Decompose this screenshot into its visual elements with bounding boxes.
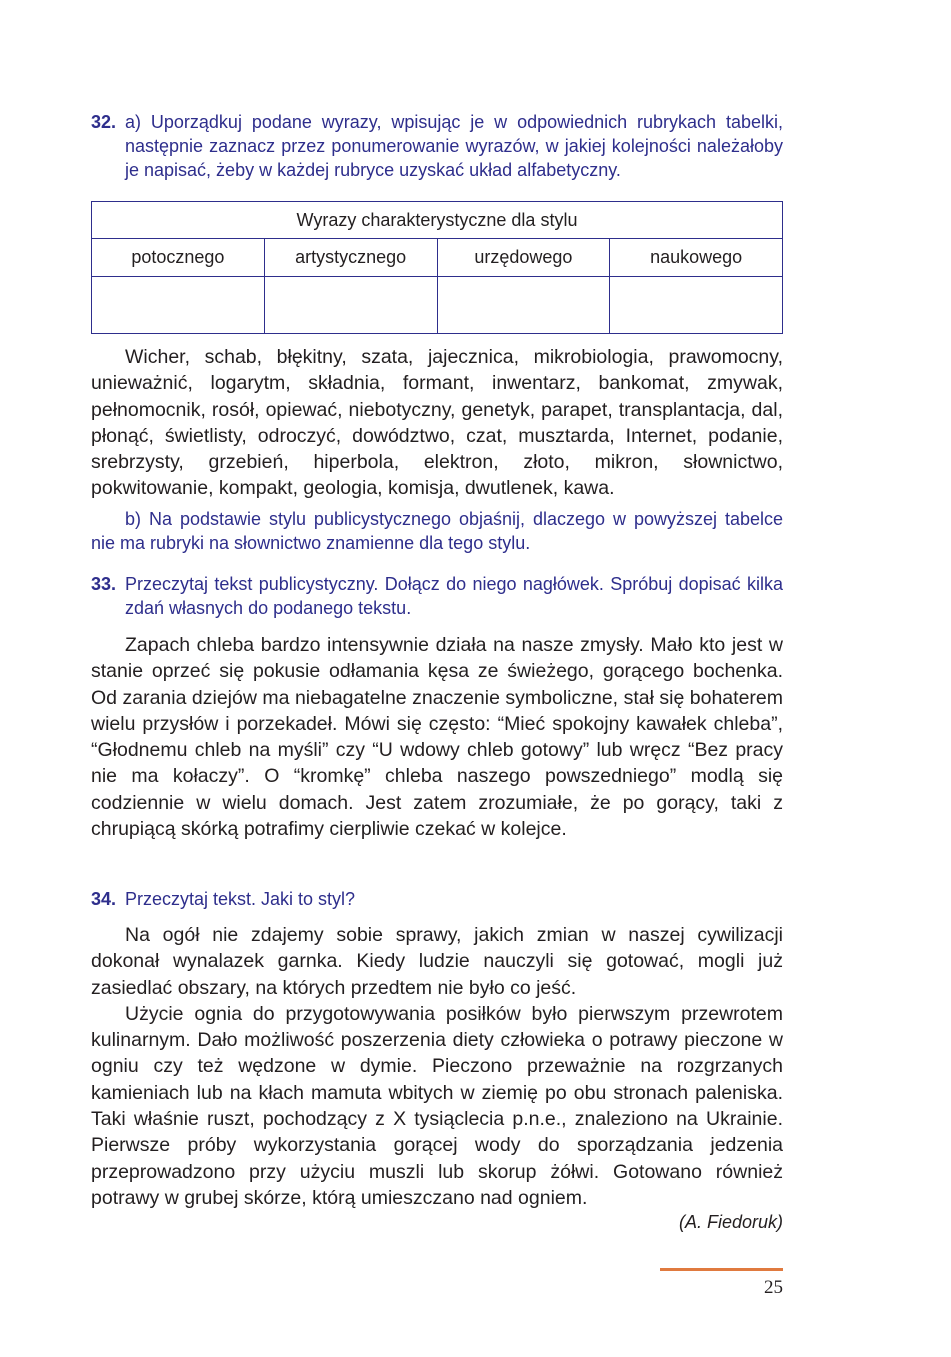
text-paragraph: Zapach chleba bardzo intensywnie działa na nasze zmysły. Mało kto jest w stanie oprzeć się pokusie odłamania kęsa ze świeżego, gorącego bochenka. Od zarania dziejów ma niebagatelne znaczenie symboliczne, stał się bohaterem wielu przysłów i porzekadeł. Mówi się często: “Mieć spokojny kawałek chleba”, “Głodnemu chleb na myśli” czy “U wdowy chleb gotowy” lub wręcz “Bez pracy nie ma kołaczy”. O “kromkę” chleba naszego powszedniego” modlą się codziennie w wielu domach. Jest zatem zrozumiałe, że po gorący, taki z chrupiącą skórką potrafimy cierpliwie czekać w kolejce. [91, 634, 783, 841]
answer-cell[interactable] [437, 276, 610, 333]
exercise-number: 34. [91, 889, 117, 909]
word-list [91, 344, 783, 502]
answer-cell[interactable] [92, 276, 265, 333]
column-header-official: urzędowego [437, 239, 610, 276]
page-number: 25 [764, 1277, 783, 1298]
table-header: Wyrazy charakterystyczne dla stylu [92, 202, 783, 239]
exercise-number: 32. [91, 112, 117, 132]
exercise-32b-instruction [91, 507, 783, 555]
text-paragraph: Użycie ognia do przygotowywania posiłków było pierwszym przewrotem kulinarnym. Dało możliwość poszerzenia diety człowieka o potrawy pieczone w ogniu czy też wędzone w dymie. Pieczono przeważnie na rozgrzanych kamieniach lub na kłach mamuta wbitych w ziemię po obu stronach paleniska. Taki właśnie ruszt, pochodzący z X tysiąclecia p.n.e., znaleziono na Ukrainie. Pierwsze próby wykorzystania gorącej wody do sporządzania jedzenia przeprowadzono przy użyciu muszli lub skorup żółwi. Gotowano również potrawy w grubej skórze, którą umieszczano nad ogniem. [91, 1002, 783, 1209]
instruction-text: Przeczytaj tekst publicystyczny. Dołącz do niego nagłówek. Spróbuj dopisać kilka zdań własnych do podanego tekstu. [125, 574, 783, 618]
column-header-colloquial: potocznego [92, 239, 265, 276]
word-list-text: Wicher, schab, błękitny, szata, jajecznica, mikrobiologia, prawomocny, unieważnić, logarytm, składnia, formant, inwentarz, bankomat, zmywak, pełnomocnik, rosół, opiewać, niebotyczny, genetyk, parapet, transplantacja, dal, płonąć, świetlisty, odroczyć, dowództwo, czat, musztarda, Internet, podanie, srebrzysty, grzebień, hiperbola, elektron, złoto, mikron, słownictwo, pokwitowanie, kompakt, geologia, komisja, dwutlenek, kawa. [91, 346, 783, 500]
answer-cell[interactable] [610, 276, 783, 333]
answer-cell[interactable] [264, 276, 437, 333]
instruction-text: a) Uporządkuj podane wyrazy, wpisując je w odpowiednich rubrykach tabelki, następnie zaznacz przez ponumerowanie wyrazów, w jakiej kolejności należałoby je napisać, żeby w każdej rubryce uzyskać układ alfabetyczny. [125, 112, 783, 180]
instruction-text: b) Na podstawie stylu publicystycznego objaśnij, dlaczego w powyższej tabelce nie ma rubryki na słownictwo znamienne dla tego stylu. [91, 509, 783, 553]
exercise-number: 33. [91, 574, 117, 594]
text-paragraph: Na ogół nie zdajemy sobie sprawy, jakich zmian w naszej cywilizacji dokonał wynalazek garnka. Kiedy ludzie nauczyli się gotować, mogli już zasiedlać obszary, na których przedtem nie było co jeść. [91, 924, 783, 999]
reading-text [91, 922, 783, 1211]
column-header-artistic: artystycznego [264, 239, 437, 276]
style-words-table [91, 201, 783, 334]
page-number-rule [660, 1268, 783, 1271]
instruction-text: Przeczytaj tekst. Jaki to styl? [125, 889, 356, 909]
exercise-33-instruction [91, 572, 783, 620]
publicistic-text [91, 632, 783, 842]
column-header-scientific: naukowego [610, 239, 783, 276]
author-attribution: (A. Fiedoruk) [678, 1212, 783, 1232]
exercise-34-instruction [91, 887, 783, 911]
exercise-32-instruction [91, 110, 783, 182]
